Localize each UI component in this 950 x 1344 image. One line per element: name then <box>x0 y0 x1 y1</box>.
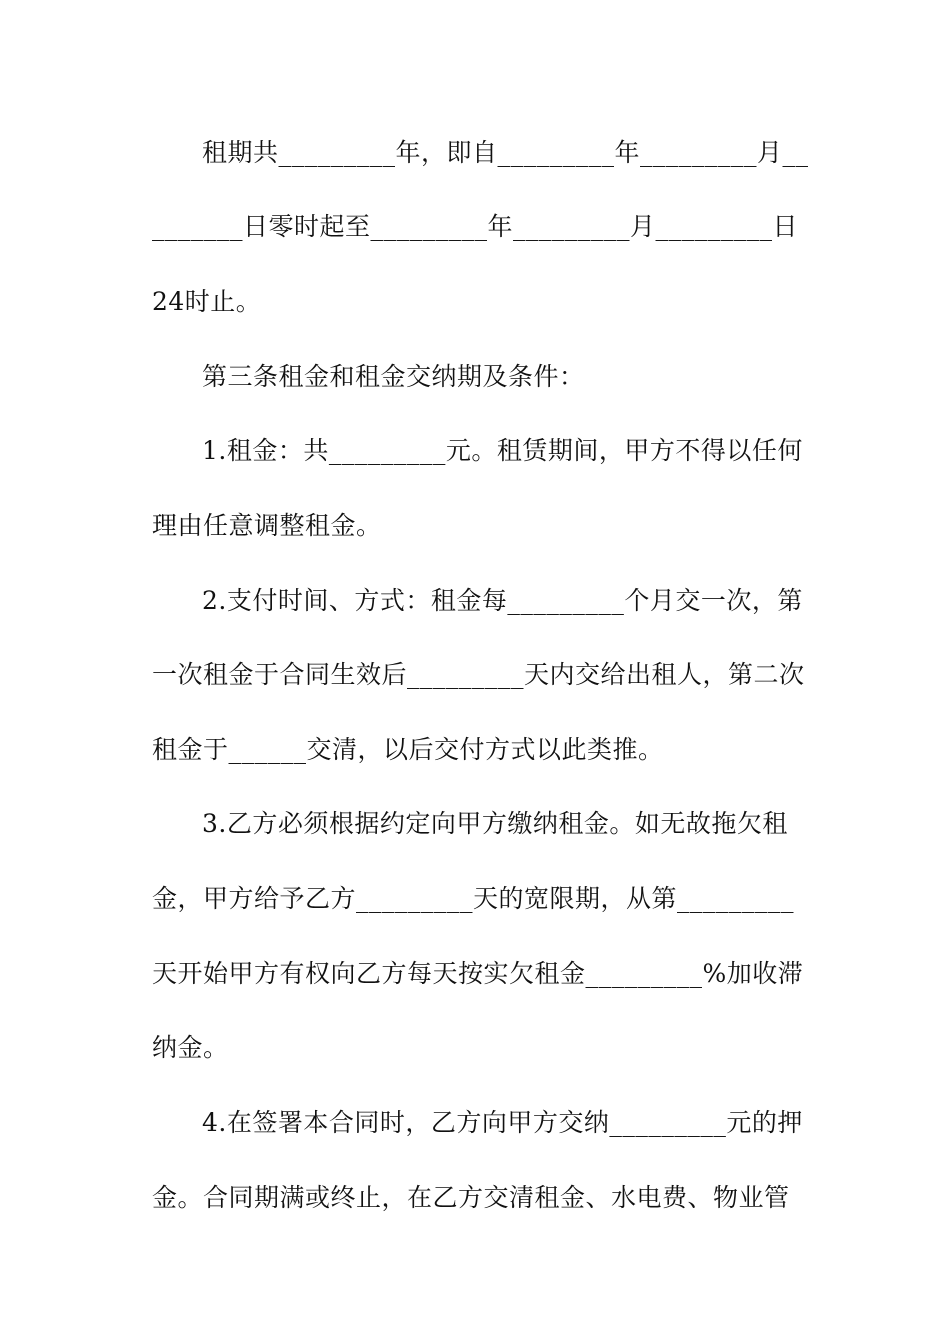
text-line-grace-period: 金，甲方给予乙方_________天的宽限期，从第_________ <box>152 884 795 913</box>
text-line-late-fee-close: 纳金。 <box>152 1033 229 1062</box>
text-line-payment-method: 2.支付时间、方式：租金每_________个月交一次，第 <box>202 586 803 615</box>
text-line-lease-term: 租期共_________年，即自_________年_________月__ <box>202 138 809 167</box>
text-line-payment-first: 一次租金于合同生效后_________天内交给出租人，第二次 <box>152 660 805 689</box>
text-line-late-payment: 3.乙方必须根据约定向甲方缴纳租金。如无故拖欠租 <box>202 809 788 838</box>
text-line-deposit: 4.在签署本合同时，乙方向甲方交纳_________元的押 <box>202 1108 803 1137</box>
text-line-rent-amount: 1.租金：共_________元。租赁期间，甲方不得以任何 <box>202 436 803 465</box>
text-line-rent-amount-cont: 理由任意调整租金。 <box>152 511 382 540</box>
text-line-late-fee: 天开始甲方有权向乙方每天按实欠租金_________%加收滞 <box>152 959 804 988</box>
text-line-payment-second: 租金于______交清，以后交付方式以此类推。 <box>152 735 664 764</box>
text-line-lease-term-end: _______日零时起至_________年_________月_________日 <box>152 212 799 241</box>
text-line-lease-term-close: 24时止。 <box>152 287 262 316</box>
text-line-deposit-return: 金。合同期满或终止，在乙方交清租金、水电费、物业管 <box>152 1183 790 1212</box>
section-heading-article-3: 第三条租金和租金交纳期及条件： <box>202 362 585 391</box>
